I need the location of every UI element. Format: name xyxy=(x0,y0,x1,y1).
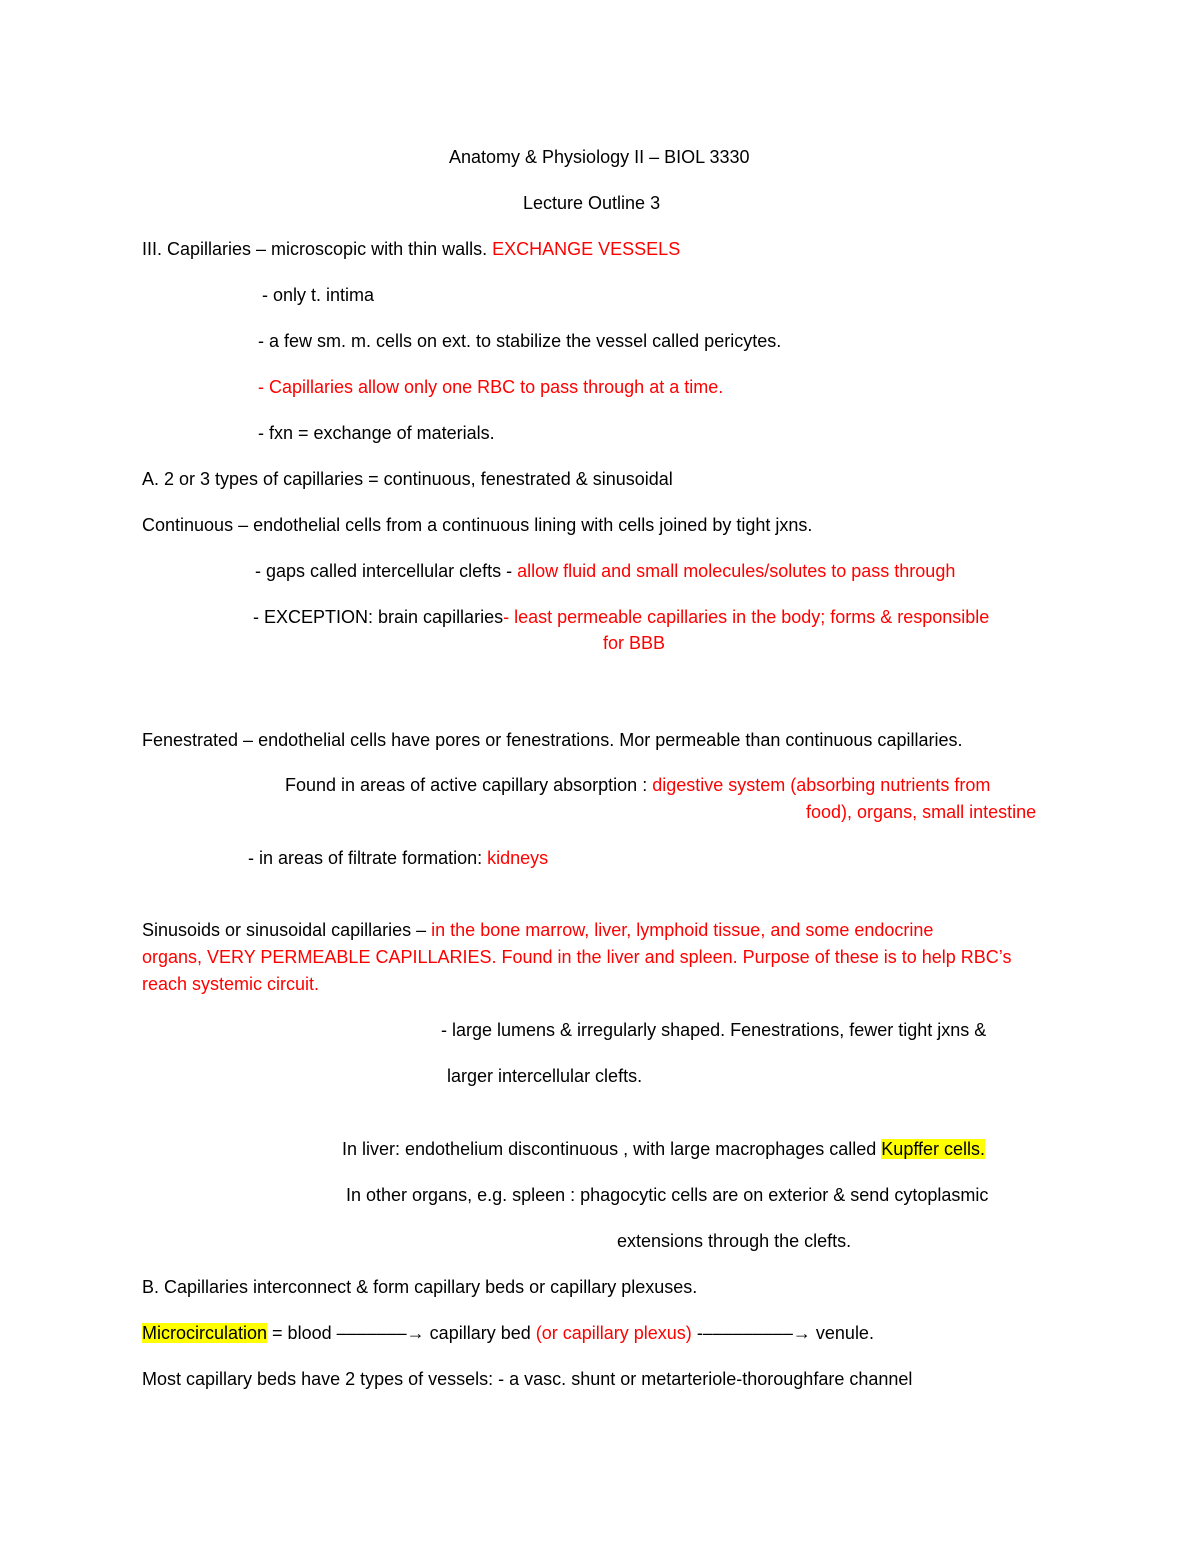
sinusoids-heading-note: in the bone marrow, liver, lymphoid tissue, and some endocrine xyxy=(431,920,934,940)
continuous-exception-note-cont: for BBB xyxy=(603,633,666,653)
fenestrated-found-note: digestive system (absorbing nutrients from xyxy=(652,775,991,795)
document-subtitle: Lecture Outline 3 xyxy=(523,193,661,213)
sinusoids-heading-text: Sinusoids or sinusoidal capillaries – xyxy=(142,920,432,940)
microcirculation-text-2: -–––––––––→ venule. xyxy=(691,1323,874,1343)
sinusoids-liver xyxy=(342,1138,985,1160)
sinusoids-note-line-3: reach systemic circuit. xyxy=(142,974,320,994)
continuous-exception-text: - EXCEPTION: brain capillaries xyxy=(253,607,504,627)
microcirculation-highlight: Microcirculation xyxy=(142,1323,268,1343)
sinusoids-bullet-1: - large lumens & irregularly shaped. Fenestrations, fewer tight jxns & xyxy=(441,1020,987,1040)
fenestrated-description: Fenestrated – endothelial cells have pores or fenestrations. Mor permeable than continuous capillaries. xyxy=(142,730,963,750)
sinusoids-other-organs: In other organs, e.g. spleen : phagocytic cells are on exterior & send cytoplasmic xyxy=(346,1185,989,1205)
microcirculation-note: (or capillary plexus) xyxy=(535,1323,692,1343)
fenestrated-found xyxy=(285,774,990,796)
fenestrated-filtrate-note: kidneys xyxy=(487,848,549,868)
fenestrated-filtrate xyxy=(248,847,548,869)
capillary-beds-vessels: Most capillary beds have 2 types of vessels: - a vasc. shunt or metarteriole-thoroughfare channel xyxy=(142,1369,913,1389)
sinusoids-heading xyxy=(142,919,933,941)
continuous-description: Continuous – endothelial cells from a continuous lining with cells joined by tight jxns. xyxy=(142,515,813,535)
capillaries-bullet-3: - Capillaries allow only one RBC to pass through at a time. xyxy=(258,377,724,397)
capillaries-bullet-2: - a few sm. m. cells on ext. to stabilize the vessel called pericytes. xyxy=(258,331,782,351)
capillaries-bullet-1: - only t. intima xyxy=(262,285,375,305)
document-title: Anatomy & Physiology II – BIOL 3330 xyxy=(449,147,750,167)
microcirculation-line xyxy=(142,1322,874,1344)
exchange-vessels-label: EXCHANGE VESSELS xyxy=(492,239,681,259)
continuous-exception-note: - least permeable capillaries in the body; forms & responsible xyxy=(503,607,990,627)
continuous-exception xyxy=(253,606,989,628)
microcirculation-text-1: = blood –––––––→ capillary bed xyxy=(267,1323,536,1343)
continuous-gaps-note: allow fluid and small molecules/solutes to pass through xyxy=(517,561,956,581)
sinusoids-note-line-2: organs, VERY PERMEABLE CAPILLARIES. Found in the liver and spleen. Purpose of these is to help RBC’s xyxy=(142,947,1012,967)
kupffer-cells-highlight: Kupffer cells. xyxy=(881,1139,986,1159)
sinusoids-other-organs-cont: extensions through the clefts. xyxy=(617,1231,852,1251)
section-a-heading: A. 2 or 3 types of capillaries = continuous, fenestrated & sinusoidal xyxy=(142,469,673,489)
sinusoids-bullet-1-cont: larger intercellular clefts. xyxy=(447,1066,643,1086)
fenestrated-found-note-cont: food), organs, small intestine xyxy=(806,802,1037,822)
section-b-heading: B. Capillaries interconnect & form capillary beds or capillary plexuses. xyxy=(142,1277,698,1297)
sinusoids-liver-text: In liver: endothelium discontinuous , with large macrophages called xyxy=(342,1139,882,1159)
capillaries-heading xyxy=(142,238,680,260)
capillaries-heading-text: III. Capillaries – microscopic with thin walls. xyxy=(142,239,493,259)
continuous-gaps xyxy=(255,560,955,582)
continuous-gaps-text: - gaps called intercellular clefts - xyxy=(255,561,518,581)
fenestrated-filtrate-text: - in areas of filtrate formation: xyxy=(248,848,488,868)
fenestrated-found-text: Found in areas of active capillary absorption : xyxy=(285,775,653,795)
capillaries-bullet-4: - fxn = exchange of materials. xyxy=(258,423,495,443)
